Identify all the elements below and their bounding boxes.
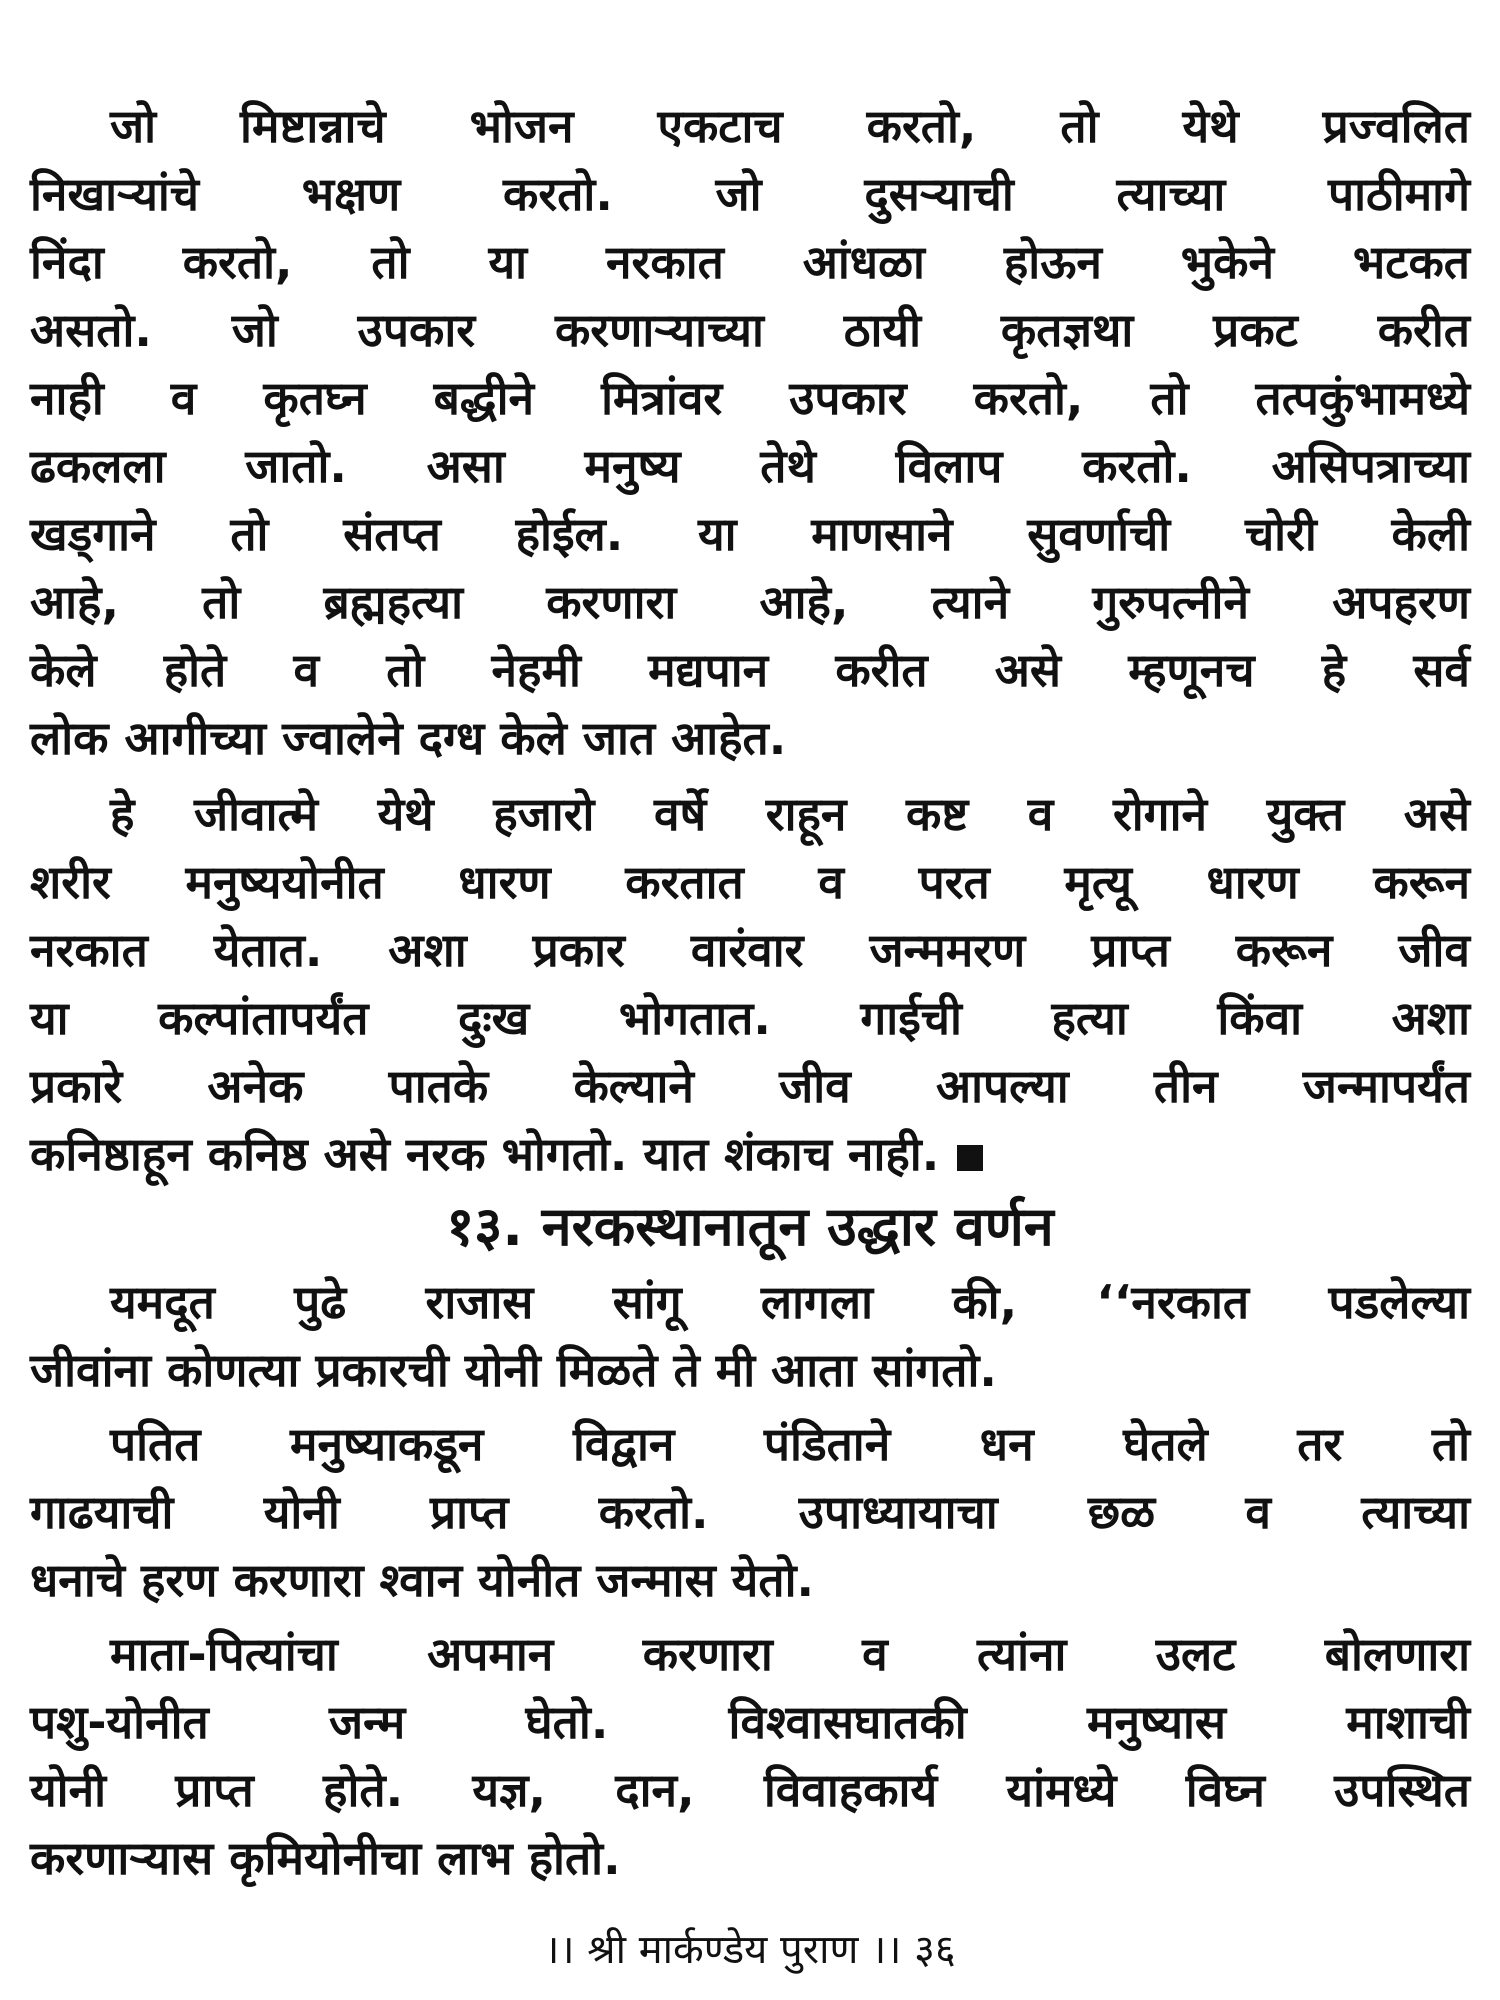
text-line: या कल्पांतापर्यंत दुःख भोगतात. गाईची हत्या किंवा अशा [30,991,1470,1045]
text-line: प्रकारे अनेक पातके केल्याने जीव आपल्या तीन जन्मापर्यंत [30,1059,1470,1113]
text-line: असतो. जो उपकार करणाऱ्याच्या ठायी कृतज्ञथा प्रकट करीत [30,303,1470,357]
page-footer: ।। श्री मार्कण्डेय पुराण ।। ३६ [544,1927,956,1973]
text-line: हे जीवात्मे येथे हजारो वर्षे राहून कष्ट व रोगाने युक्त असे [110,787,1470,841]
text-line: गाढयाची योनी प्राप्त करतो. उपाध्यायाचा छळ व त्याच्या [30,1485,1470,1539]
text-line: शरीर मनुष्ययोनीत धारण करतात व परत मृत्यू धारण करून [30,855,1470,909]
text-line: नरकात येतात. अशा प्रकार वारंवार जन्ममरण प्राप्त करून जीव [30,923,1470,977]
text-line: करणाऱ्यास कृमियोनीचा लाभ होतो. [30,1831,621,1885]
text-line: आहे, तो ब्रह्महत्या करणारा आहे, त्याने गुरुपत्नीने अपहरण [30,575,1470,629]
text-line: निंदा करतो, तो या नरकात आंधळा होऊन भुकेने भटकत [30,235,1470,289]
text-line: ढकलला जातो. असा मनुष्य तेथे विलाप करतो. असिपत्राच्या [30,439,1470,493]
text-line: नाही व कृतघ्न बद्धीने मित्रांवर उपकार करतो, तो तत्पकुंभामध्ये [30,371,1470,425]
text-line: लोक आगीच्या ज्वालेने दग्ध केले जात आहेत. [30,711,787,765]
text-line: धनाचे हरण करणारा श्वान योनीत जन्मास येतो. [30,1553,814,1607]
chapter-heading: १३. नरकस्थानातून उद्धार वर्णन [446,1195,1054,1258]
text-line: माता-पित्यांचा अपमान करणारा व त्यांना उलट बोलणारा [110,1627,1470,1681]
text-line: केले होते व तो नेहमी मद्यपान करीत असे म्हणूनच हे सर्व [30,643,1470,697]
text-line: जो मिष्टान्नाचे भोजन एकटाच करतो, तो येथे प्रज्वलित [110,99,1470,153]
text-line: पतित मनुष्याकडून विद्वान पंडिताने धन घेतले तर तो [110,1417,1470,1471]
text-line: खड्गाने तो संतप्त होईल. या माणसाने सुवर्णाची चोरी केली [30,507,1470,561]
text-line: कनिष्ठाहून कनिष्ठ असे नरक भोगतो. यात शंकाच नाही. [30,1127,940,1181]
text-line: जीवांना कोणत्या प्रकारची योनी मिळते ते मी आता सांगतो. [30,1343,997,1397]
text-line: पशु-योनीत जन्म घेतो. विश्वासघातकी मनुष्यास माशाची [30,1695,1470,1749]
text-line: यमदूत पुढे राजास सांगू लागला की, ‘‘नरकात पडलेल्या [110,1275,1470,1329]
text-line: निखाऱ्यांचे भक्षण करतो. जो दुसऱ्याची त्याच्या पाठीमागे [30,167,1470,221]
text-line-with-end-mark [30,1120,1470,1188]
text-line: योनी प्राप्त होते. यज्ञ, दान, विवाहकार्य यांमध्ये विघ्न उपस्थित [30,1763,1470,1817]
end-of-section-square-icon [957,1145,983,1171]
